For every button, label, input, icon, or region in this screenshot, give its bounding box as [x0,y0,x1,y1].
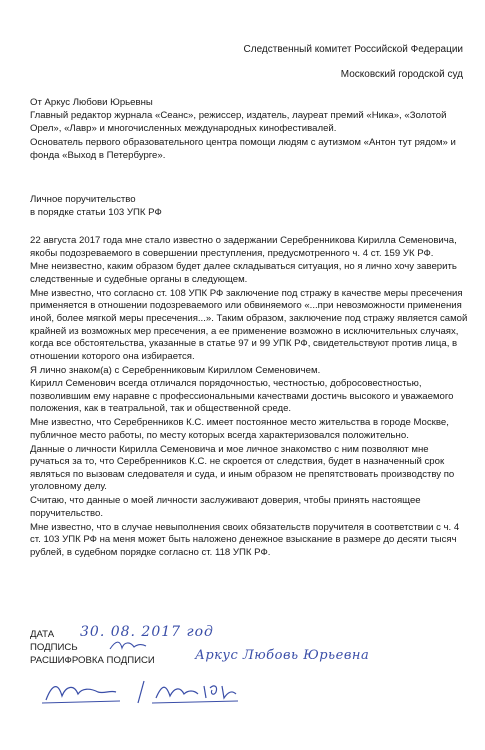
body-paragraph: Считаю, что данные о моей личности заслуживают доверия, чтобы принять настоящее поручительство. [30,495,421,519]
addressee-investigative-committee: Следственный комитет Российской Федерации [243,44,463,55]
sender-title: Главный редактор журнала «Сеанс», режиссер, издатель, лауреат премий «Ника», «Золотой Орел», «Лавр» и многочисленных международных кинофестивалей. [30,110,447,135]
sender-name: От Аркус Любови Юрьевны [30,97,153,108]
body-paragraph: Мне известно, что согласно ст. 108 УПК РФ заключение под стражу в качестве меры пресечения применяется в отношении подозреваемого или обвиняемого «...при невозможности применения иной, более мягкой меры пресечения...». Таким образом, заключение под стражу является самой крайней из возможных мер пресечения, а ее применение возможно в исключительных случаях, когда все обстоятельства, указанные в статье 97 и 99 УПК РФ, свидетельствуют против лица, в отношении которого она избирается. [30,287,468,362]
handwritten-signature-bottom-left [42,678,122,706]
addressee-city-court: Московский городской суд [340,69,463,80]
handwritten-signature-small [108,638,148,652]
body-paragraph: Данные о личности Кирилла Семеновича и мое личное знакомство с ним позволяют мне ручаться за то, что Серебренников К.С. не скроется от следствия, будет в назначенный срок являться по вызовам следователя и суда, и иным образом не препятствовать производству по уголовному делу. [30,443,455,493]
body-paragraph: Я лично знаком(а) с Серебренниковым Кириллом Семеновичем. [30,364,321,376]
body-paragraph: Кирилл Семенович всегда отличался порядочностью, честностью, добросовестностью, позволившим ему наравне с профессиональными качествами достичь высокого и уважаемого положения, как в театральной, так и общественной среде. [30,378,454,415]
signature-label: ПОДПИСЬ [30,642,78,653]
sender-founder-note: Основатель первого образовательного центра помощи людям с аутизмом «Антон тут рядом» и фонда «Выход в Петербурге». [30,136,456,161]
addressee-block [244,43,463,93]
body-paragraph: Мне известно, что Серебренников К.С. имеет постоянное место жительства в городе Москве, публичное место работы, по месту которых всегда характеризовался положительно. [30,417,449,441]
sender-block [30,96,470,162]
body-paragraph: 22 августа 2017 года мне стало известно о задержании Серебренникова Кирилла Семеновича, якобы подозреваемого в совершении преступления, предусмотренного ч. 4 ст. 159 УК РФ. [30,235,457,259]
bottom-signature-row [30,678,430,708]
body-paragraph: Мне неизвестно, каким образом будет далее складываться ситуация, но я лично хочу заверить следственные и судебные органы в следующем. [30,261,457,285]
handwritten-signature-bottom-right [152,678,242,706]
document-body [30,235,470,561]
handwritten-name: Аркус Любовь Юрьевна [195,648,370,663]
date-label: ДАТА [30,629,55,640]
handwritten-date: 30. 08. 2017 год [80,624,214,640]
subject-article: в порядке статьи 103 УПК РФ [30,207,162,219]
divider-slash-icon [136,680,146,704]
document-subject [30,193,162,219]
subject-title: Личное поручительство [30,194,136,205]
signature-decoding-label: РАСШИФРОВКА ПОДПИСИ [30,655,155,666]
body-paragraph: Мне известно, что в случае невыполнения своих обязательств поручителя в соответствии с ч. 4 ст. 103 УПК РФ на меня может быть наложено денежное взыскание в размере до десяти тысяч рублей, в судебном порядке согласно ст. 118 УПК РФ. [30,521,460,558]
